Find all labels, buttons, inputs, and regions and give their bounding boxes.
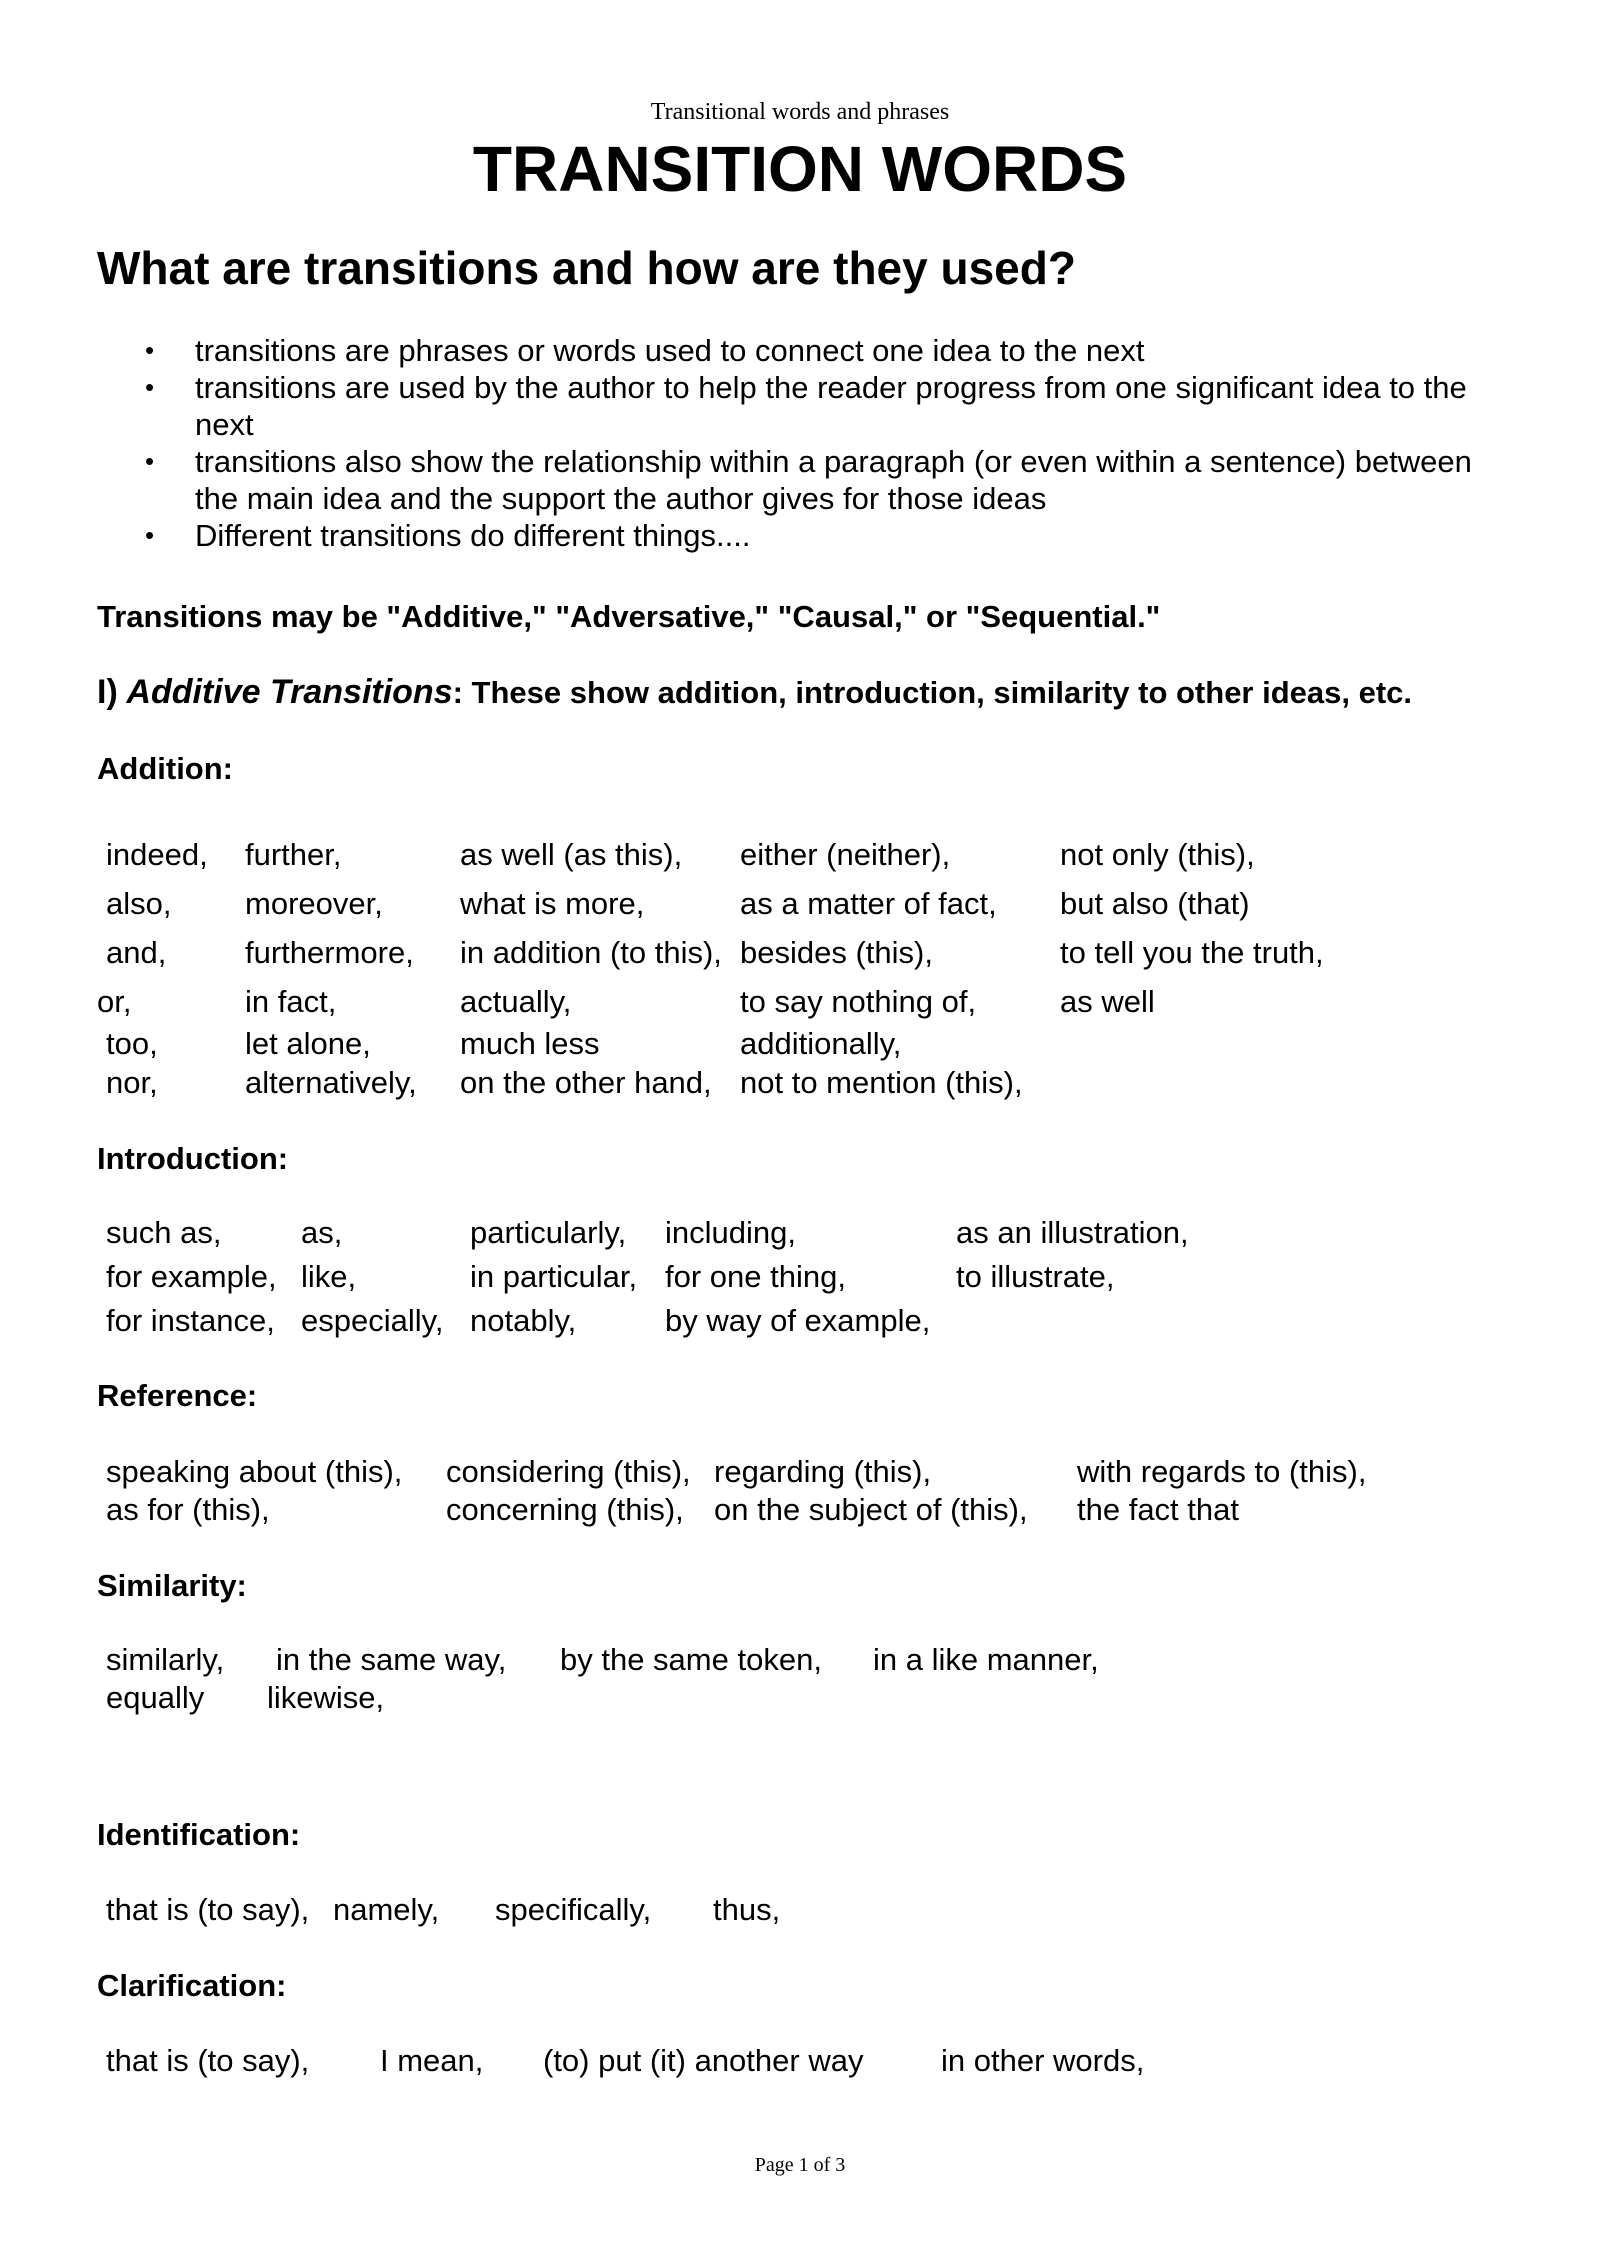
- word-cell: as well (as this),: [460, 837, 683, 872]
- similarity-heading: Similarity:: [97, 1568, 247, 1603]
- section-description: : These show addition, introduction, similarity to other ideas, etc.: [452, 675, 1413, 710]
- bullet-item: • transitions also show the relationship within a paragraph (or even within a sentence) between the main idea and the support the author gives for those ideas: [97, 443, 1517, 517]
- transition-types-line: Transitions may be "Additive," "Adversative," "Causal," or "Sequential.": [97, 599, 1161, 634]
- word-cell: not only (this),: [1060, 837, 1255, 872]
- word-cell: similarly,: [106, 1642, 225, 1677]
- word-cell: specifically,: [495, 1892, 652, 1927]
- word-cell: or,: [97, 984, 132, 1019]
- word-cell: by way of example,: [665, 1303, 931, 1338]
- word-cell: for example,: [106, 1259, 277, 1294]
- word-cell: also,: [106, 886, 172, 921]
- word-cell: that is (to say),: [106, 1892, 310, 1927]
- word-cell: in other words,: [941, 2043, 1145, 2078]
- word-cell: concerning (this),: [446, 1492, 684, 1527]
- word-cell: not to mention (this),: [740, 1065, 1023, 1100]
- question-heading: What are transitions and how are they used?: [97, 242, 1076, 294]
- word-cell: either (neither),: [740, 837, 951, 872]
- word-cell: actually,: [460, 984, 572, 1019]
- word-cell: speaking about (this),: [106, 1454, 403, 1489]
- word-cell: indeed,: [106, 837, 208, 872]
- addition-heading: Addition:: [97, 751, 234, 786]
- word-cell: let alone,: [245, 1026, 371, 1061]
- word-cell: on the other hand,: [460, 1065, 712, 1100]
- word-cell: regarding (this),: [714, 1454, 932, 1489]
- word-cell: in addition (to this),: [460, 935, 722, 970]
- word-cell: considering (this),: [446, 1454, 691, 1489]
- word-cell: (to) put (it) another way: [543, 2043, 864, 2078]
- word-cell: much less: [460, 1026, 600, 1061]
- word-cell: especially,: [301, 1303, 444, 1338]
- word-cell: as well: [1060, 984, 1155, 1019]
- word-cell: such as,: [106, 1215, 222, 1250]
- word-cell: for instance,: [106, 1303, 275, 1338]
- bullet-item: • transitions are used by the author to help the reader progress from one significant idea to the next: [97, 369, 1517, 443]
- word-cell: and,: [106, 935, 167, 970]
- section-number: I): [97, 673, 118, 711]
- word-cell: I mean,: [380, 2043, 484, 2078]
- word-cell: with regards to (this),: [1077, 1454, 1367, 1489]
- bullet-list: [97, 332, 1517, 554]
- word-cell: the fact that: [1077, 1492, 1239, 1527]
- page-title: TRANSITION WORDS: [472, 133, 1128, 205]
- word-cell: as for (this),: [106, 1492, 270, 1527]
- word-cell: by the same token,: [560, 1642, 822, 1677]
- bullet-item: • transitions are phrases or words used to connect one idea to the next: [97, 332, 1517, 369]
- word-cell: as,: [301, 1215, 343, 1250]
- word-cell: in fact,: [245, 984, 337, 1019]
- running-header: Transitional words and phrases: [650, 99, 950, 125]
- identification-heading: Identification:: [97, 1817, 301, 1852]
- word-cell: further,: [245, 837, 342, 872]
- word-cell: alternatively,: [245, 1065, 417, 1100]
- word-cell: like,: [301, 1259, 357, 1294]
- word-cell: to tell you the truth,: [1060, 935, 1324, 970]
- word-cell: particularly,: [470, 1215, 627, 1250]
- clarification-heading: Clarification:: [97, 1968, 287, 2003]
- word-cell: namely,: [333, 1892, 440, 1927]
- word-cell: likewise,: [267, 1680, 385, 1715]
- word-cell: to illustrate,: [956, 1259, 1115, 1294]
- word-cell: notably,: [470, 1303, 577, 1338]
- word-cell: in a like manner,: [873, 1642, 1099, 1677]
- word-cell: in particular,: [470, 1259, 638, 1294]
- word-cell: on the subject of (this),: [714, 1492, 1028, 1527]
- reference-heading: Reference:: [97, 1378, 258, 1413]
- word-cell: what is more,: [460, 886, 645, 921]
- page-number: Page 1 of 3: [754, 2154, 846, 2176]
- word-cell: for one thing,: [665, 1259, 846, 1294]
- bullet-item: • Different transitions do different things....: [97, 517, 1517, 554]
- word-cell: that is (to say),: [106, 2043, 310, 2078]
- section-heading-additive: [97, 674, 1412, 711]
- word-cell: including,: [665, 1215, 796, 1250]
- section-name: Additive Transitions: [126, 673, 453, 711]
- introduction-heading: Introduction:: [97, 1141, 289, 1176]
- word-cell: as an illustration,: [956, 1215, 1189, 1250]
- word-cell: in the same way,: [276, 1642, 507, 1677]
- word-cell: thus,: [713, 1892, 781, 1927]
- word-cell: moreover,: [245, 886, 383, 921]
- word-cell: as a matter of fact,: [740, 886, 997, 921]
- word-cell: to say nothing of,: [740, 984, 977, 1019]
- word-cell: too,: [106, 1026, 158, 1061]
- word-cell: nor,: [106, 1065, 158, 1100]
- word-cell: equally: [106, 1680, 205, 1715]
- word-cell: besides (this),: [740, 935, 933, 970]
- word-cell: additionally,: [740, 1026, 902, 1061]
- word-cell: but also (that): [1060, 886, 1250, 921]
- word-cell: furthermore,: [245, 935, 414, 970]
